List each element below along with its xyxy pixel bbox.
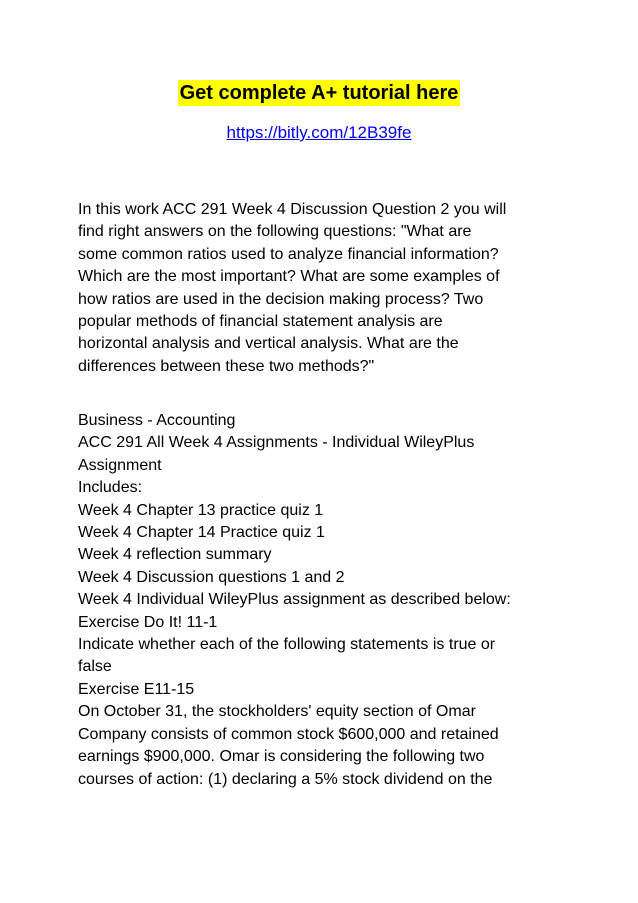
title-block — [0, 80, 638, 106]
intro-paragraph — [78, 199, 578, 378]
tutorial-link[interactable]: https://bitly.com/12B39fe — [226, 123, 412, 142]
details-line: earnings $900,000. Omar is considering the following two — [78, 748, 485, 766]
details-line: Exercise E11-15 — [78, 680, 195, 698]
details-line: Week 4 Individual WileyPlus assignment as described below: — [78, 591, 511, 609]
intro-line: some common ratios used to analyze financial information? — [78, 245, 499, 263]
intro-line: horizontal analysis and vertical analysis. What are the — [78, 335, 459, 353]
details-line: On October 31, the stockholders' equity section of Omar — [78, 703, 476, 721]
page-title: Get complete A+ tutorial here — [179, 82, 459, 104]
intro-line: popular methods of financial statement analysis are — [78, 313, 443, 331]
details-line: ACC 291 All Week 4 Assignments - Individual WileyPlus — [78, 434, 475, 452]
details-section — [78, 410, 578, 791]
details-line: Week 4 Chapter 13 practice quiz 1 — [78, 501, 324, 519]
details-line: false — [78, 658, 112, 676]
category-line: Business - Accounting — [78, 412, 236, 429]
details-line: Exercise Do It! 11-1 — [78, 613, 218, 631]
intro-line: differences between these two methods?" — [78, 357, 375, 375]
intro-line: find right answers on the following questions: "What are — [78, 223, 472, 241]
details-line: Includes: — [78, 479, 143, 497]
details-line: Assignment — [78, 456, 162, 474]
details-line: Week 4 Chapter 14 Practice quiz 1 — [78, 524, 325, 542]
intro-line: In this work ACC 291 Week 4 Discussion Question 2 you will — [78, 201, 507, 218]
intro-line: Which are the most important? What are some examples of — [78, 268, 500, 286]
details-line: Week 4 reflection summary — [78, 546, 272, 564]
intro-line: how ratios are used in the decision making process? Two — [78, 290, 484, 308]
details-line: courses of action: (1) declaring a 5% stock dividend on the — [78, 770, 493, 788]
details-line: Indicate whether each of the following statements is true or — [78, 636, 496, 654]
details-line: Week 4 Discussion questions 1 and 2 — [78, 568, 345, 586]
link-block — [0, 122, 638, 144]
details-line: Company consists of common stock $600,000 and retained — [78, 725, 499, 743]
